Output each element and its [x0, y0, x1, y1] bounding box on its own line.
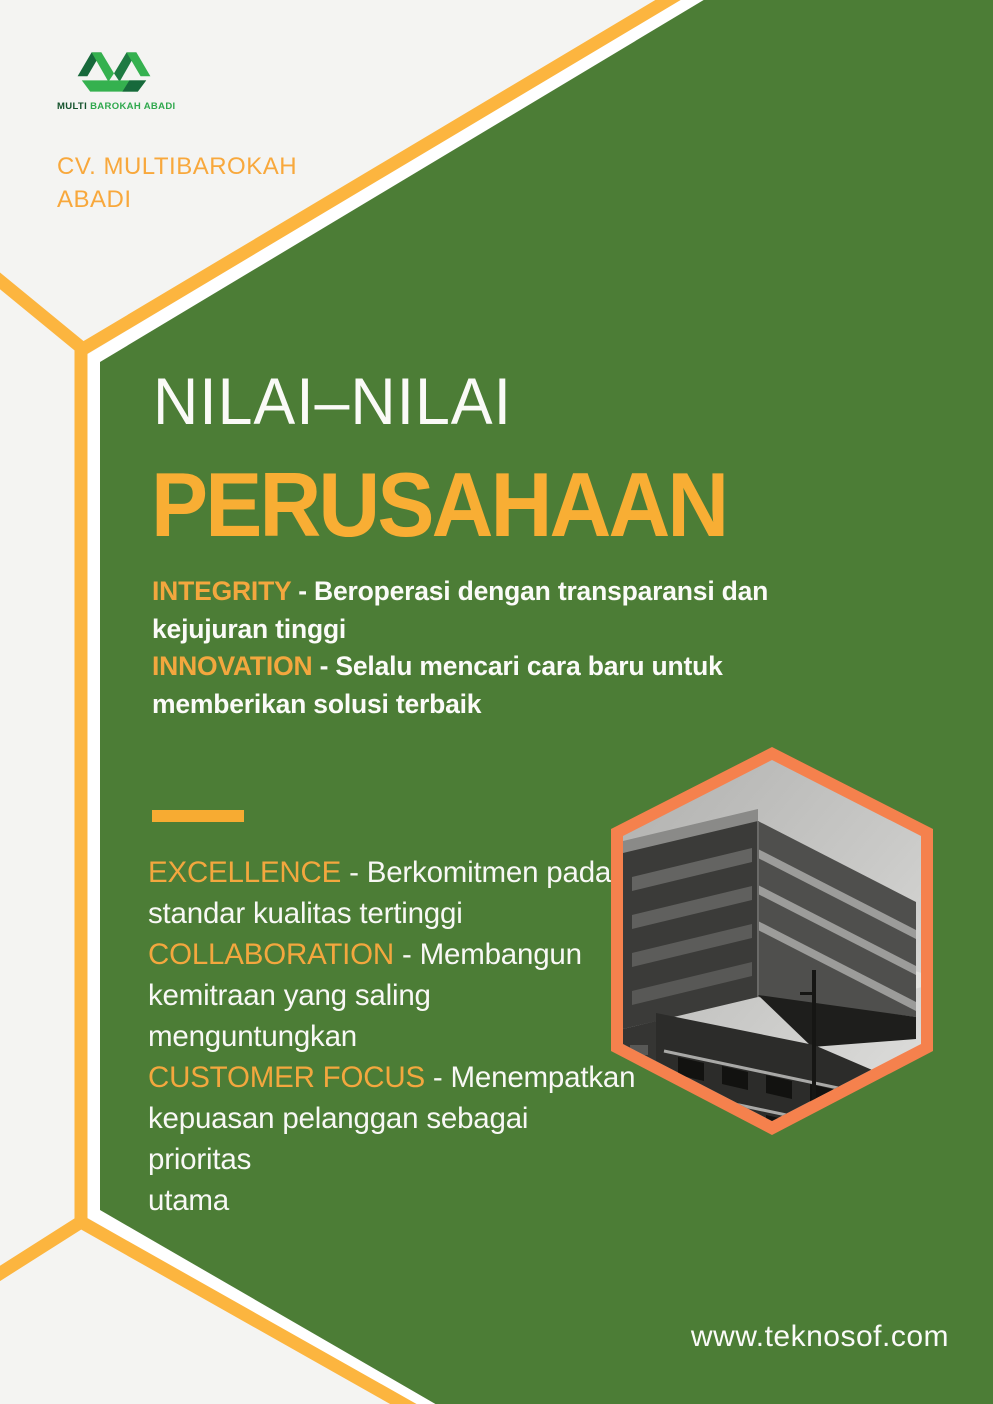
- value-text: kejujuran tinggi: [152, 613, 347, 644]
- value-text: - Beroperasi dengan transparansi dan: [291, 576, 769, 606]
- value-text: menguntungkan: [148, 1020, 357, 1053]
- value-line: [148, 1098, 628, 1139]
- value-line: [152, 648, 832, 686]
- value-line: [148, 975, 628, 1016]
- value-keyword: INNOVATION: [152, 651, 313, 681]
- logo-right-strip: [127, 52, 151, 76]
- logo-wordmark-bold: MULTI: [57, 101, 88, 112]
- company-name-line1: CV. MULTIBAROKAH: [57, 153, 298, 180]
- value-line: [148, 852, 628, 893]
- company-name: [57, 150, 297, 216]
- page-title-line2: PERUSAHAAN: [151, 455, 727, 556]
- value-text: - Berkomitmen pada: [341, 856, 612, 889]
- value-keyword: EXCELLENCE: [148, 856, 342, 889]
- value-line: [148, 1057, 636, 1098]
- value-text: prioritas: [148, 1143, 252, 1176]
- value-line: [148, 934, 628, 975]
- values-paragraph-bottom: [148, 852, 636, 1221]
- value-line: [152, 573, 832, 611]
- value-line: [148, 1139, 628, 1180]
- company-name-line2: ABADI: [57, 186, 132, 213]
- values-paragraph-top: [152, 573, 832, 723]
- building-photo-hexagon: [606, 745, 938, 1137]
- logo-wordmark: [57, 101, 176, 112]
- value-line: [152, 611, 832, 649]
- page-title-line1: NILAI–NILAI: [153, 364, 512, 438]
- value-keyword: CUSTOMER FOCUS: [148, 1061, 425, 1094]
- value-text: utama: [148, 1184, 229, 1217]
- logo-wordmark-rest: BAROKAH ABADI: [87, 101, 176, 112]
- company-logo-icon: [72, 44, 156, 100]
- value-text: - Membangun: [394, 938, 582, 971]
- building-photo: [606, 745, 938, 1137]
- section-divider: [152, 810, 244, 822]
- value-keyword: COLLABORATION: [148, 938, 395, 971]
- value-text: - Selalu mencari cara baru untuk: [312, 651, 723, 681]
- value-line: [148, 1180, 628, 1221]
- value-line: [152, 686, 832, 724]
- value-line: [148, 1016, 628, 1057]
- website-url: www.teknosof.com: [690, 1320, 949, 1353]
- value-text: - Menempatkan: [424, 1061, 636, 1094]
- value-text: memberikan solusi terbaik: [152, 688, 482, 719]
- value-text: standar kualitas tertinggi: [148, 897, 463, 930]
- logo-mid-left-strip: [92, 52, 114, 81]
- value-line: [148, 893, 628, 934]
- value-text: kepuasan pelanggan sebagai: [148, 1102, 529, 1135]
- value-text: kemitraan yang saling: [148, 979, 431, 1012]
- value-keyword: INTEGRITY: [152, 576, 292, 606]
